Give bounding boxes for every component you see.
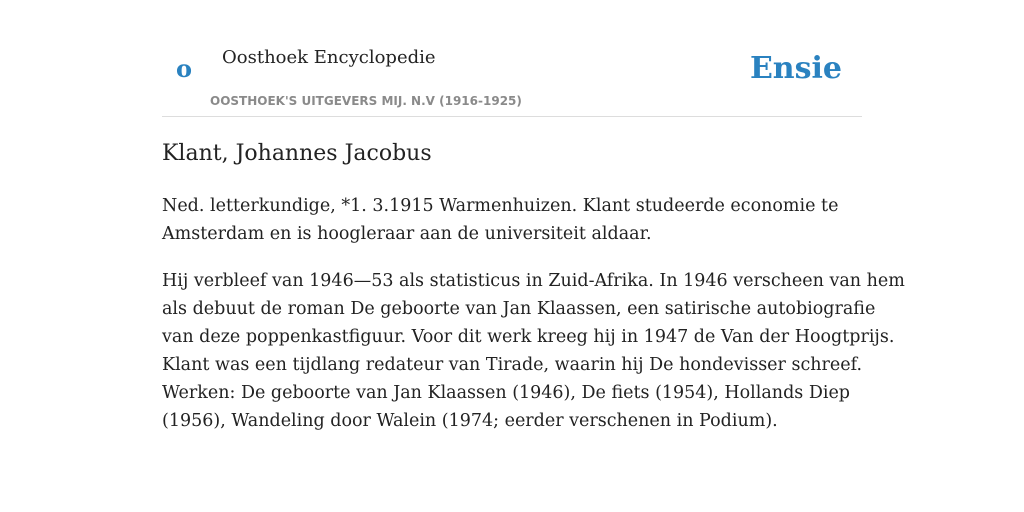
article-body xyxy=(162,192,905,435)
paragraph-line: Ned. letterkundige, *1. 3.1915 Warmenhuizen. Klant studeerde economie te xyxy=(162,196,839,216)
paragraph-line: Werken: De geboorte van Jan Klaassen (1946), De fiets (1954), Hollands Diep xyxy=(162,383,851,403)
paragraph-line: Klant was een tijdlang redateur van Tirade, waarin hij De hondevisser schreef. xyxy=(162,355,863,375)
paragraph-line: (1956), Wandeling door Walein (1974; eerder verschenen in Podium). xyxy=(162,411,778,431)
paragraph-line: Hij verbleef van 1946—53 als statisticus in Zuid-Afrika. In 1946 verscheen van hem xyxy=(162,271,905,291)
article xyxy=(162,138,905,435)
encyclopedia-logo-icon[interactable]: o xyxy=(176,54,193,83)
encyclopedia-title-link[interactable]: Oosthoek Encyclopedie xyxy=(222,47,436,68)
header xyxy=(162,0,862,117)
article-title: Klant, Johannes Jacobus xyxy=(162,141,432,166)
article-paragraph-1 xyxy=(162,192,862,248)
paragraph-line: van deze poppenkastfiguur. Voor dit werk kreeg hij in 1947 de Van der Hoogtprijs. xyxy=(162,327,895,347)
ensie-logo-link[interactable]: Ensie xyxy=(749,51,842,86)
article-paragraph-2 xyxy=(162,267,905,435)
publisher-label: OOSTHOEK'S UITGEVERS MIJ. N.V (1916-1925) xyxy=(210,94,522,108)
paragraph-line: Amsterdam en is hoogleraar aan de universiteit aldaar. xyxy=(162,224,652,244)
paragraph-line: als debuut de roman De geboorte van Jan Klaassen, een satirische autobiografie xyxy=(162,299,876,319)
